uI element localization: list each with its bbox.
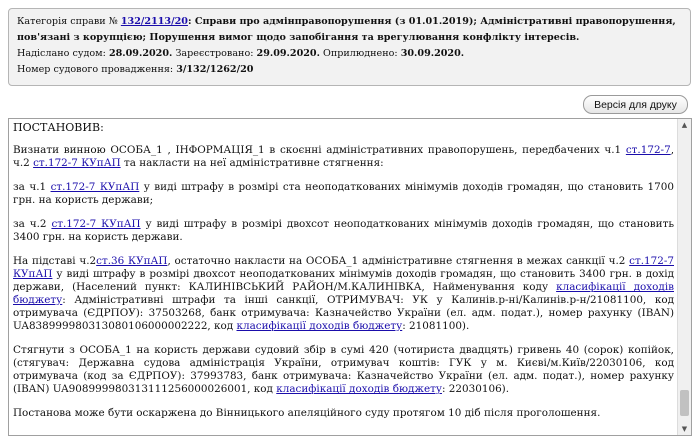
proceeding-number: 3/132/1262/20 xyxy=(176,64,254,75)
scroll-thumb[interactable] xyxy=(680,390,689,416)
document-scrollbar[interactable] xyxy=(677,119,691,435)
text: та накласти на неї адміністративне стягнення: xyxy=(120,157,384,169)
registered-date: 29.09.2020. xyxy=(256,48,320,59)
paragraph-verdict xyxy=(13,144,674,170)
category-label: Категорія справи № xyxy=(17,16,118,27)
text: , остаточно накласти на ОСОБА_1 адміністративне стягнення в межах санкції ч.2 xyxy=(167,255,630,267)
text: : 22030106). xyxy=(441,383,510,395)
paragraph-court-fee xyxy=(13,344,674,396)
budget-classification-link[interactable]: класифікації доходів бюджету xyxy=(276,383,442,395)
published-label: Оприлюднено: xyxy=(323,48,398,59)
sent-date: 28.09.2020. xyxy=(108,48,173,59)
case-dates-line xyxy=(17,46,682,62)
paragraph-part2-fine xyxy=(13,218,674,244)
document-frame[interactable] xyxy=(8,118,692,436)
text: у виді штрафу в розмірі двохсот неоподаткованих мінімумів доходів громадян, що становить 3400 грн. в дохід держави, (Населений пункт: КАЛИНІВСЬКИЙ РАЙОН/М.КАЛИНІВКА, Найменування коду xyxy=(13,268,674,293)
paragraph-appeal xyxy=(13,407,674,420)
law-link[interactable]: ст.172-7 КУпАП xyxy=(50,181,140,193)
text: у виді штрафу в розмірі двохсот неоподаткованих мінімумів доходів громадян, що становить 3400 грн. на користь держави. xyxy=(13,218,674,243)
law-link[interactable]: ст.172-7 КУпАП xyxy=(51,218,141,230)
paragraph-final-penalty xyxy=(13,255,674,333)
text: , ч.2 xyxy=(13,144,674,169)
law-link[interactable]: ст.36 КУпАП xyxy=(96,255,168,267)
text: Визнати винною ОСОБА_1 , ІНФОРМАЦІЯ_1 в скоєнні адміністративних правопорушень, передбачених ч.1 xyxy=(13,144,626,156)
sent-label: Надіслано судом: xyxy=(17,48,106,59)
text: за ч.2 xyxy=(13,218,52,230)
budget-classification-link[interactable]: класифікації доходів бюджету xyxy=(236,320,403,332)
case-category-line xyxy=(17,14,682,46)
text: : 21081100). xyxy=(402,320,470,332)
text: Постанова може бути оскаржена до Вінницького апеляційного суду протягом 10 діб після проголошення. xyxy=(13,407,601,419)
proceeding-label: Номер судового провадження: xyxy=(17,64,174,75)
case-info-box xyxy=(8,8,691,86)
law-link[interactable]: ст.172-7 КУпАП xyxy=(13,255,674,280)
text: за ч.1 xyxy=(13,181,51,193)
budget-classification-link[interactable]: класифікації доходів бюджету xyxy=(13,281,674,306)
text: Стягнути з ОСОБА_1 на користь держави судовий збір в сумі 420 (чотириста двадцять) гривень 40 (сорок) копійок, (стягувач: Державна судова адміністрація України, отримувач коштів: ГУК у м. Києві/м.Київ/22030106, код отримувача (код за ЄДРПОУ): 37993783, банк отримувача: Казначейство України (ел. адм. подат.), номер рахунку (IBAN) UA908999980313111256000026001, код xyxy=(13,344,674,395)
registered-label: Зареєстровано: xyxy=(175,48,254,59)
paragraph-part1-fine xyxy=(13,181,674,207)
case-number-link[interactable]: 132/2113/20 xyxy=(120,16,188,27)
scroll-down-icon[interactable]: ▼ xyxy=(681,425,688,433)
proceeding-line xyxy=(17,62,682,78)
text: На підставі ч.2 xyxy=(13,255,97,267)
category-text: : Справи про адмінправопорушення (з 01.01.2019); Адміністративні правопорушення, пов'язані з корупцією; Порушення вимог щодо запобігання та врегулювання конфлікту інтересів. xyxy=(17,16,676,43)
document-content xyxy=(13,121,674,431)
document-heading: ПОСТАНОВИВ: xyxy=(13,121,104,134)
text: : Адміністративні штрафи та інші санкції, ОТРИМУВАЧ: УК у Калинів.р-ні/Калинів.р-н/21081100, код отримувача (ЄДРПОУ): 37503268, банк отримувача: Казначейство України (ел. адм. подат.), номер рахунку (IBAN) UA838999980313080106000002222, код xyxy=(13,294,674,332)
law-link[interactable]: ст.172-7 xyxy=(625,144,671,156)
law-link[interactable]: ст.172-7 КУпАП xyxy=(33,157,121,169)
published-date: 30.09.2020. xyxy=(400,48,465,59)
scroll-up-icon[interactable]: ▲ xyxy=(681,121,688,129)
text: у виді штрафу в розмірі ста неоподаткованих мінімумів доходів громадян, що становить 1700 грн. на користь держави; xyxy=(13,181,674,206)
print-version-button[interactable]: Версія для друку xyxy=(583,95,688,114)
